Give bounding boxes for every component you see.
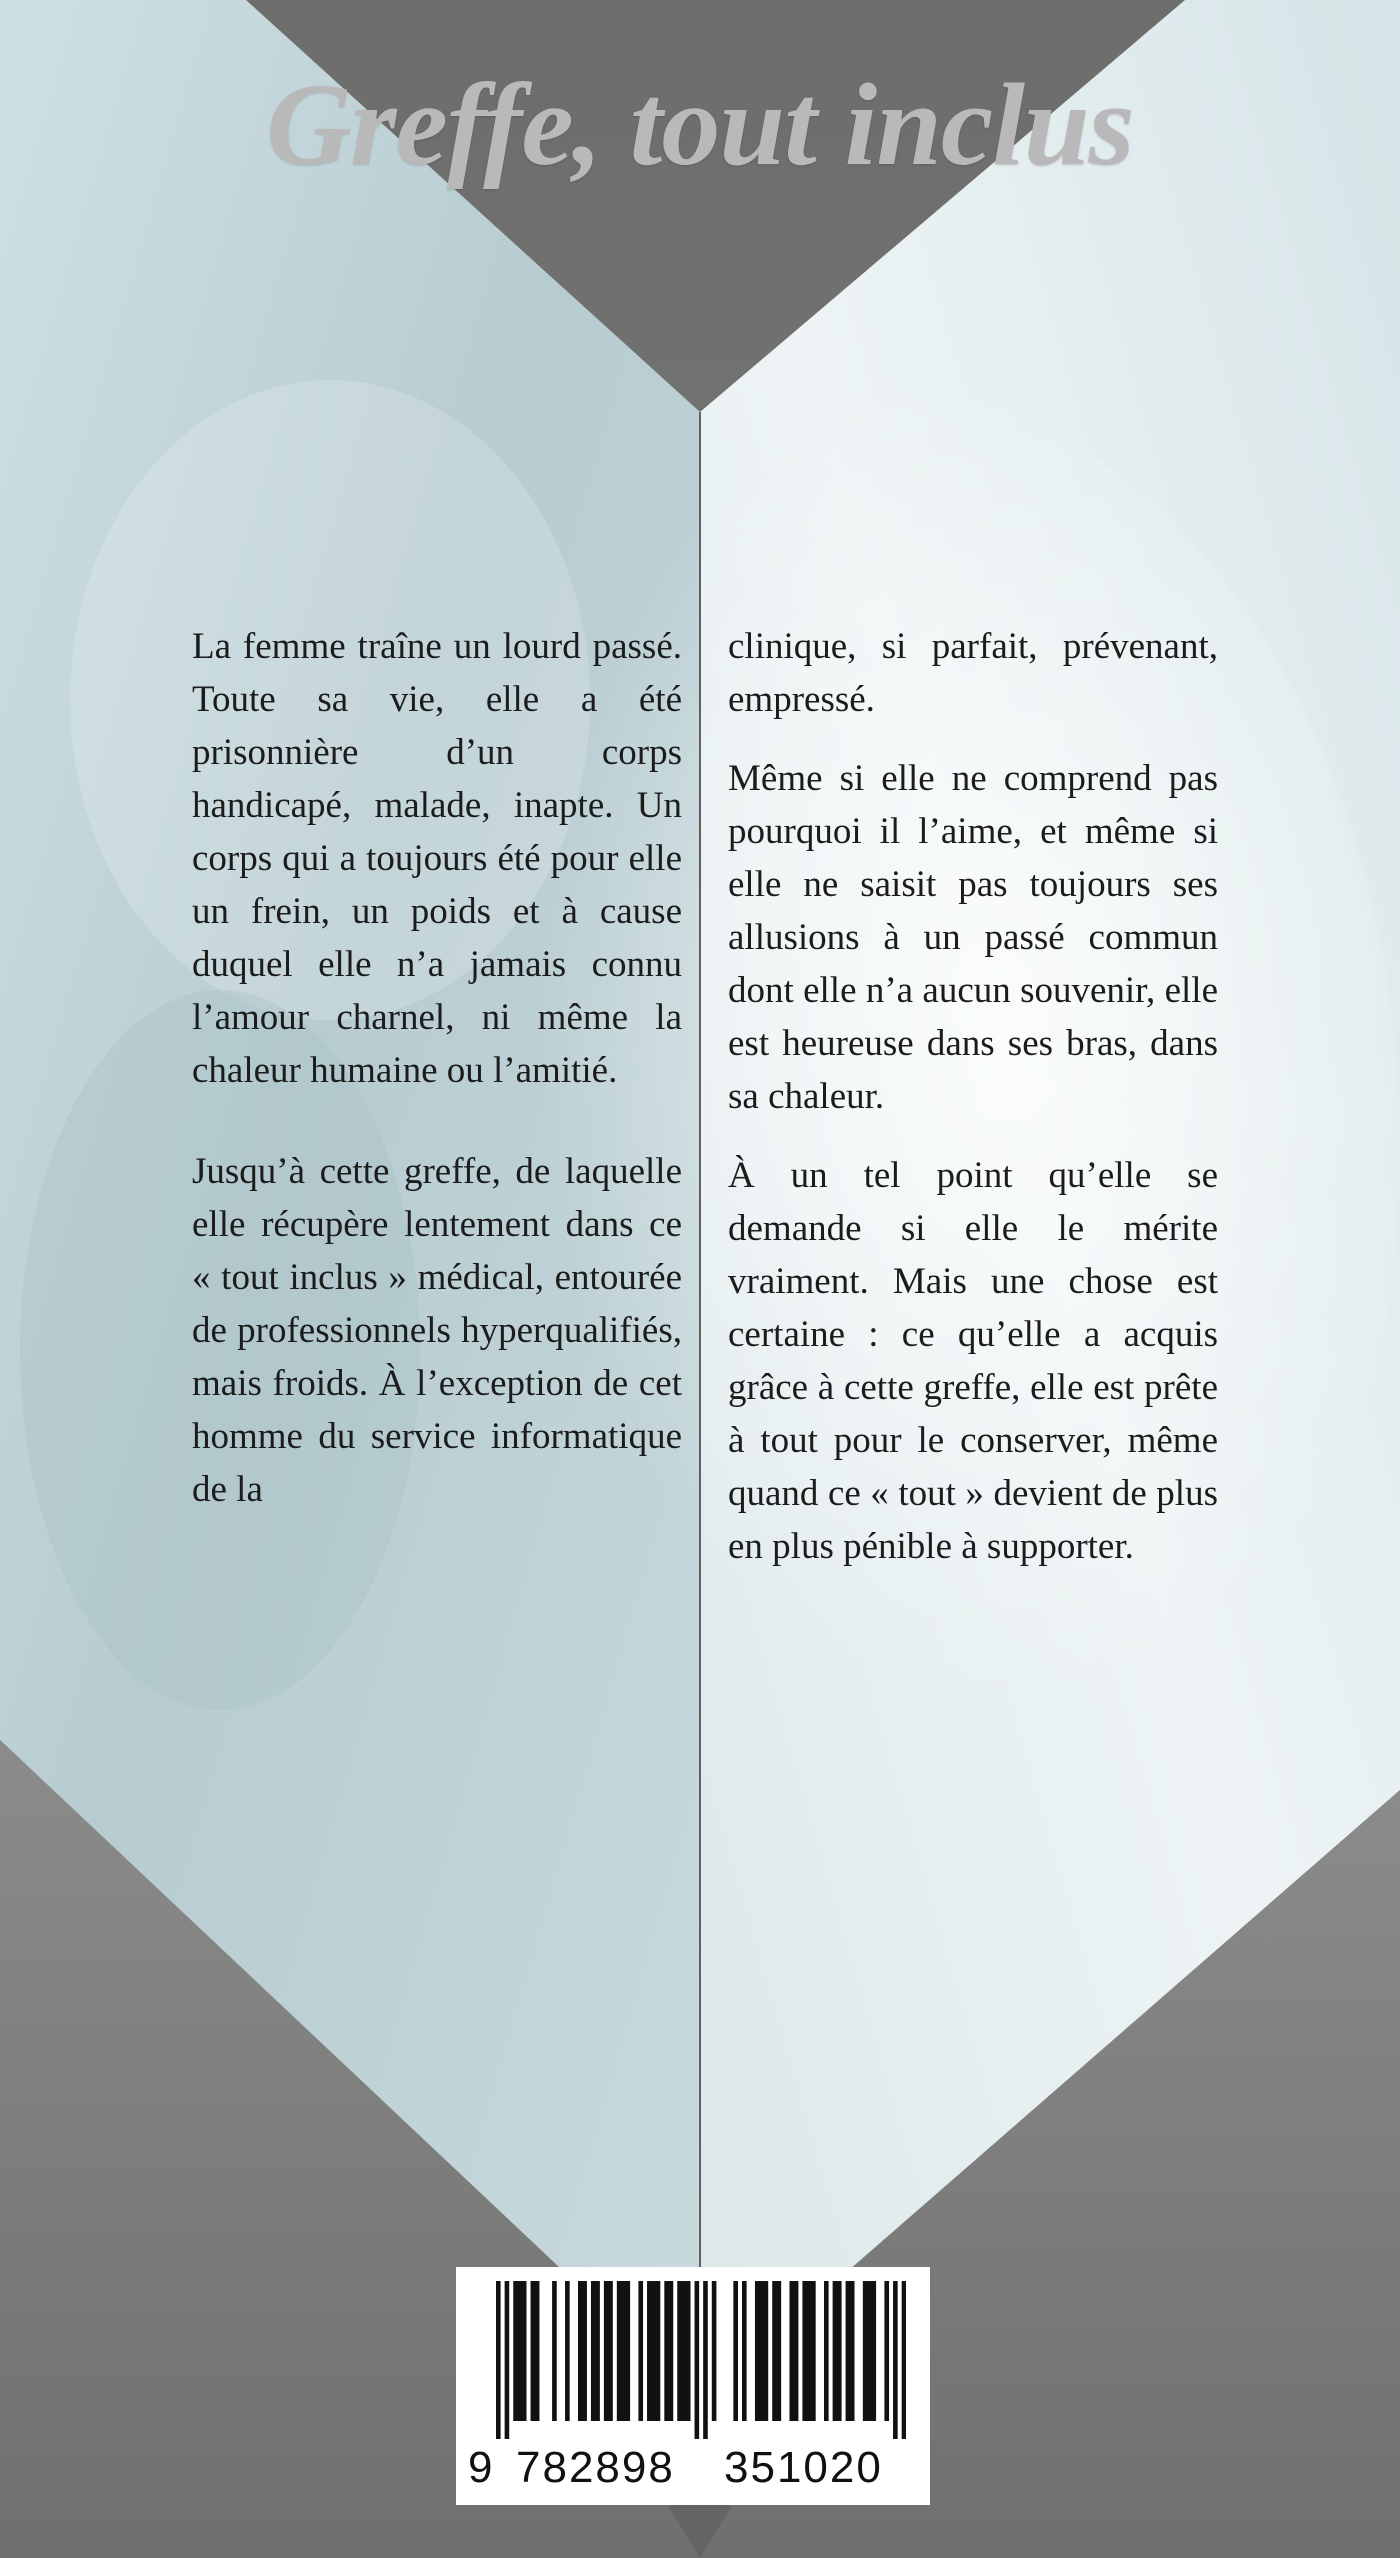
barcode-bar <box>617 2281 622 2421</box>
barcode-bar <box>656 2281 661 2421</box>
blurb-paragraph: À un tel point qu’elle se demande si elle le mérite vraiment. Mais une chose est certaine : ce qu’elle a acquis grâce à cette greffe, elle est prête à tout pour le conserver, même quand ce « tout » devient de plus en plus pénible à supporter. <box>728 1155 1218 1567</box>
barcode-bar <box>582 2281 587 2421</box>
barcode-bar <box>884 2281 889 2421</box>
barcode-bar <box>794 2281 799 2421</box>
barcode-bar <box>833 2281 838 2421</box>
barcode-bar <box>518 2281 523 2421</box>
barcode-bar <box>522 2281 527 2421</box>
blurb-paragraph: Jusqu’à cette greffe, de laquelle elle récupère lentement dans ce « tout inclus » médical, entourée de professionnels hyperqualifiés, mais froids. À l’exception de cet homme du service informatique de la <box>192 1151 682 1510</box>
barcode-bar <box>777 2281 782 2421</box>
barcode-bar <box>686 2281 691 2421</box>
barcode-bar <box>846 2281 851 2421</box>
barcode-bar <box>505 2281 510 2439</box>
blurb-right-column <box>728 620 1218 1599</box>
barcode-bar <box>802 2281 807 2421</box>
barcode-bars <box>496 2281 906 2439</box>
barcode-bar <box>578 2281 583 2421</box>
blurb-paragraph: Même si elle ne comprend pas pourquoi il l’aime, et même si elle ne saisit pas toujours ses allusions à un passé commun dont elle n’a aucun souvenir, elle est heureuse dans ses bras, dans sa chaleur. <box>728 758 1218 1117</box>
barcode-bar <box>595 2281 600 2421</box>
barcode-digits-left: 782898 <box>516 2443 675 2492</box>
barcode-bar <box>695 2281 700 2439</box>
barcode-bar <box>552 2281 557 2421</box>
barcode-bar <box>513 2281 518 2421</box>
barcode-bar <box>669 2281 674 2421</box>
blurb-left-column <box>192 620 682 1542</box>
barcode-bar <box>755 2281 760 2421</box>
barcode-bar <box>789 2281 794 2421</box>
barcode-digits <box>456 2443 930 2495</box>
barcode-bar <box>651 2281 656 2421</box>
barcode-bar <box>591 2281 596 2421</box>
barcode-bar <box>772 2281 777 2421</box>
blurb-paragraph: La femme traîne un lourd passé. Toute sa vie, elle a été prisonnière d’un corps handicapé, malade, inapte. Un corps qui a toujours été pour elle un frein, un poids et à cause duquel elle n’a jamais connu l’amour charnel, ni même la chaleur humaine ou l’amitié. <box>192 626 682 1091</box>
blurb-paragraph: clinique, si parfait, prévenant, empressé. <box>728 626 1218 720</box>
barcode-bar <box>733 2281 738 2421</box>
barcode-bar <box>902 2281 906 2439</box>
barcode-bar <box>621 2281 626 2421</box>
barcode-bar <box>867 2281 872 2421</box>
barcode-bar <box>647 2281 652 2421</box>
barcode-bar <box>677 2281 682 2421</box>
barcode-bar <box>871 2281 876 2421</box>
barcode-bar <box>565 2281 570 2421</box>
barcode-bar <box>496 2281 501 2439</box>
barcode-bar <box>742 2281 747 2421</box>
barcode-bar <box>625 2281 630 2421</box>
barcode-bar <box>664 2281 669 2421</box>
center-divider-line <box>699 412 701 2272</box>
barcode-bar <box>807 2281 812 2421</box>
isbn-barcode <box>456 2267 930 2505</box>
barcode-bar <box>608 2281 613 2421</box>
barcode-bar <box>811 2281 816 2421</box>
barcode-bar <box>703 2281 708 2439</box>
barcode-bar <box>850 2281 855 2421</box>
barcode-bar <box>837 2281 842 2421</box>
barcode-digits-right: 351020 <box>724 2443 883 2492</box>
barcode-bar <box>824 2281 829 2421</box>
barcode-bar <box>604 2281 609 2421</box>
barcode-bar <box>863 2281 868 2421</box>
book-title: Greffe, tout inclus <box>266 59 1134 190</box>
barcode-bar <box>712 2281 717 2421</box>
barcode-bar <box>682 2281 687 2421</box>
barcode-bar <box>893 2281 898 2439</box>
barcode-bar <box>535 2281 540 2421</box>
barcode-bar <box>638 2281 643 2421</box>
barcode-bar <box>531 2281 536 2421</box>
barcode-bar <box>759 2281 764 2421</box>
barcode-bar <box>764 2281 769 2421</box>
barcode-digit-first: 9 <box>468 2443 493 2492</box>
